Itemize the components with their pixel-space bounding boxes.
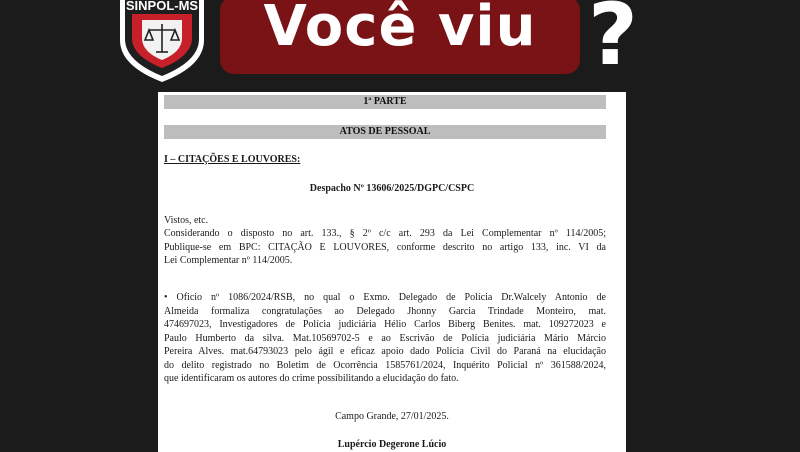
paragraph-2 — [164, 291, 606, 386]
vistos-text: Vistos, etc. — [164, 215, 209, 226]
paragraph-1-line: Publique-se em BPC: CITAÇÃO E LOUVORES, conforme descrito no artigo 133, inc. VI da — [164, 241, 606, 253]
paragraph-1 — [164, 227, 606, 268]
paragraph-2-line: Pereira Alves. mat.64793023 pelo ágil e eficaz apoio dado Polícia Civil do Paraná na elucidação — [164, 346, 606, 357]
paragraph-1-line: Lei Complementar nº 114/2005. — [164, 255, 293, 266]
section-title-bar: ATOS DE PESSOAL — [164, 125, 606, 139]
document-page — [158, 92, 626, 452]
logo-text: SINPOL-MS — [125, 0, 199, 13]
paragraph-2-line: • Oficio nº 1086/2024/RSB, no qual o Exmo. Delegado de Polícia Dr.Walcely Antonio de — [164, 292, 606, 303]
title-banner — [220, 0, 580, 74]
signature-name: Lupércio Degerone Lúcio — [337, 439, 447, 450]
question-mark: ? — [588, 0, 638, 85]
paragraph-1-line: Considerando o disposto no art. 133., § 2º c/c art. 293 da Lei Complementar nº 114/2005; — [164, 228, 606, 239]
paragraph-2-line: Almeida formaliza congratulações ao Delegado Jhonny Garcia Trindade Monteiro, mat. — [164, 305, 606, 317]
place-date: Campo Grande, 27/01/2025. — [335, 411, 449, 422]
sinpol-ms-logo — [112, 0, 212, 82]
paragraph-2-line: do delito registrado no Boletim de Ocorrência 1585761/2024, Inquérito Policial nº 361588/2024, — [164, 359, 606, 371]
paragraph-2-line: 474697023, Investigadores de Polícia judiciária Hélio Carlos Biberg Benites. mat. 109272023 e — [164, 319, 606, 330]
despacho-title: Despacho Nº 13606/2025/DGPC/CSPC — [309, 183, 475, 194]
part-title-bar: 1ª PARTE — [164, 95, 606, 109]
banner-title: Você viu — [263, 0, 537, 59]
paragraph-2-line: que identificaram os autores do crime possibilitando a elucidação do fato. — [164, 373, 459, 384]
paragraph-2-line: Paulo Humberto da silva. Mat.10569702-5 e ao Escrivão de Polícia judiciária Mário Márcio — [164, 332, 606, 344]
subsection-title: I – CITAÇÕES E LOUVORES: — [164, 154, 301, 165]
